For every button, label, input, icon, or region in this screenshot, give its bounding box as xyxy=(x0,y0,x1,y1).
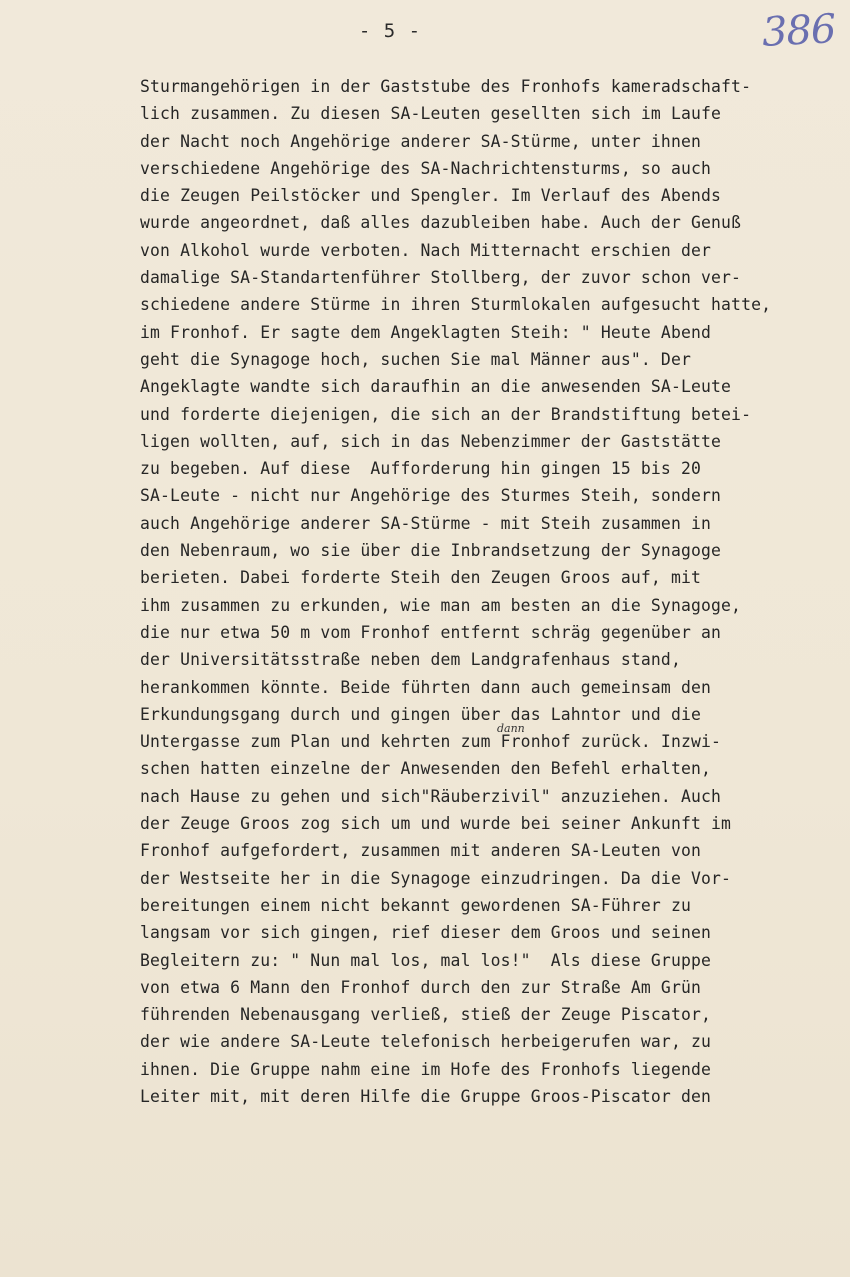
text-line: ihm zusammen zu erkunden, wie man am besten an die Synagoge, xyxy=(140,595,742,615)
text-line: schiedene andere Stürme in ihren Sturmlokalen aufgesucht hatte, xyxy=(140,295,772,315)
text-line: herankommen könnte. Beide führten dann auch gemeinsam den xyxy=(140,677,712,697)
text-line: SA-Leute - nicht nur Angehörige des Sturmes Steih, sondern xyxy=(140,486,722,506)
page-number: - 5 - xyxy=(358,20,422,42)
text-line: die nur etwa 50 m vom Fronhof entfernt schräg gegenüber an xyxy=(140,622,722,642)
text-line: Fronhof aufgefordert, zusammen mit anderen SA-Leuten von xyxy=(140,841,702,861)
text-line: berieten. Dabei forderte Steih den Zeugen Groos auf, mit xyxy=(140,568,702,588)
text-line: bereitungen einem nicht bekannt gewordenen SA-Führer zu xyxy=(140,895,691,915)
text-line: und forderte diejenigen, die sich an der Brandstiftung betei- xyxy=(140,404,752,424)
text-line: langsam vor sich gingen, rief dieser dem Groos und seinen xyxy=(140,923,712,943)
text-line: ihnen. Die Gruppe nahm eine im Hofe des Fronhofs liegende xyxy=(140,1059,712,1079)
text-line: der Zeuge Groos zog sich um und wurde bei seiner Ankunft im xyxy=(140,814,732,834)
typed-body-text xyxy=(140,73,845,1110)
text-line: wurde angeordnet, daß alles dazubleiben habe. Auch der Genuß xyxy=(140,213,742,233)
text-line: von Alkohol wurde verboten. Nach Mitternacht erschien der xyxy=(140,240,712,260)
text-line: Angeklagte wandte sich daraufhin an die anwesenden SA-Leute xyxy=(140,377,732,397)
text-line: ligen wollten, auf, sich in das Nebenzimmer der Gaststätte xyxy=(140,431,722,451)
text-line: Leiter mit, mit deren Hilfe die Gruppe Groos-Piscator den xyxy=(140,1086,712,1106)
text-line: schen hatten einzelne der Anwesenden den Befehl erhalten, xyxy=(140,759,712,779)
text-line: der wie andere SA-Leute telefonisch herbeigerufen war, zu xyxy=(140,1032,712,1052)
text-line: verschiedene Angehörige des SA-Nachrichtensturms, so auch xyxy=(140,158,712,178)
text-line: den Nebenraum, wo sie über die Inbrandsetzung der Synagoge xyxy=(140,541,722,561)
handwritten-insertion: dann xyxy=(497,722,525,735)
text-line: nach Hause zu gehen und sich"Räuberzivil" anzuziehen. Auch xyxy=(140,786,722,806)
text-line: im Fronhof. Er sagte dem Angeklagten Steih: " Heute Abend xyxy=(140,322,712,342)
text-line: von etwa 6 Mann den Fronhof durch den zur Straße Am Grün xyxy=(140,977,702,997)
text-line: lich zusammen. Zu diesen SA-Leuten gesellten sich im Laufe xyxy=(140,104,722,124)
text-line: der Nacht noch Angehörige anderer SA-Stürme, unter ihnen xyxy=(140,131,702,151)
text-line: Untergasse zum Plan und kehrten zum Fronhof zurück. Inzwi- xyxy=(140,732,722,752)
text-line: die Zeugen Peilstöcker und Spengler. Im Verlauf des Abends xyxy=(140,186,722,206)
text-line: der Universitätsstraße neben dem Landgrafenhaus stand, xyxy=(140,650,681,670)
text-line: Sturmangehörigen in der Gaststube des Fronhofs kameradschaft- xyxy=(140,77,752,96)
text-line: geht die Synagoge hoch, suchen Sie mal Männer aus". Der xyxy=(140,349,691,369)
text-line: damalige SA-Standartenführer Stollberg, der zuvor schon ver- xyxy=(140,268,742,288)
handwritten-archive-number: 386 xyxy=(760,6,837,56)
text-line: zu begeben. Auf diese Aufforderung hin gingen 15 bis 20 xyxy=(140,459,702,479)
text-line: Begleitern zu: " Nun mal los, mal los!" Als diese Gruppe xyxy=(140,950,712,970)
text-line: der Westseite her in die Synagoge einzudringen. Da die Vor- xyxy=(140,868,732,888)
text-line: führenden Nebenausgang verließ, stieß der Zeuge Piscator, xyxy=(140,1005,712,1025)
text-line: Erkundungsgang durch und gingen über das Lahntor und die xyxy=(140,704,702,724)
text-line: auch Angehörige anderer SA-Stürme - mit Steih zusammen in xyxy=(140,513,712,533)
